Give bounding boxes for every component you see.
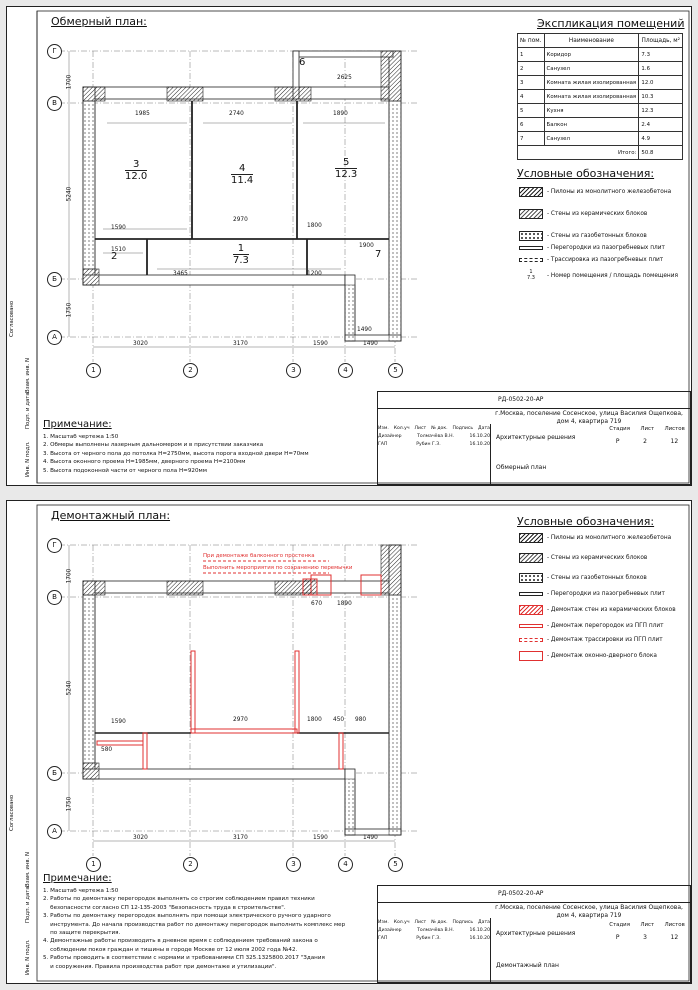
axis-2-marker: 2 — [183, 363, 198, 378]
dim-misc: 1890 — [337, 601, 352, 607]
title-block: РД-0502-20-АР г.Москва, поселение Сосенское, улица Василия Ощепкова, дом 4, квартира 719 Изм. Кол.уч Лист № док. Подпись Дата Дизайнер Толмачёва В.Н. 16.10.20 ГАП Рубин Г.З. 16.10.20 Архитектурные решения Обмерный план Стадия Лист Листов Р 2 12 — [377, 391, 691, 485]
axis-v-marker: В — [47, 590, 62, 605]
dim-misc: 2970 — [233, 217, 248, 223]
dim-misc: 1800 — [307, 223, 322, 229]
side-label: Подп. и дата — [25, 392, 31, 429]
axis-3-marker: 3 — [286, 857, 301, 872]
side-label: Согласовано — [9, 794, 15, 831]
legend-item: - Демонтаж перегородок из ПГП плит — [519, 623, 663, 629]
legend-item: - Перегородки из пазогребневых плит — [519, 245, 665, 251]
room-3-label: 3 12.0 — [125, 159, 148, 182]
legend-item: - Стены из керамических блоков — [519, 553, 647, 563]
side-label: Взам. инв. N — [25, 357, 31, 393]
legend-item: - Стены из газобетонных блоков — [519, 573, 647, 583]
notes-block: Примечание: 1. Масштаб чертежа 1:50 2. Обмеры выполнены лазерным дальномером и в присутствии заказчика 3. Высота от черного пола до потолка H=2750мм, высота порога входной двери H=70мм 4. Высота оконного проема H=1985мм, дверного проема H=2100мм 5. Высота подоконной части от черного пола H=920мм — [43, 419, 309, 474]
dim-bottom: 1590 — [313, 835, 328, 841]
axis-4-marker: 4 — [338, 857, 353, 872]
dim-misc: 1800 — [307, 717, 322, 723]
axis-b-marker: Б — [47, 272, 62, 287]
dim-misc: 450 — [333, 717, 345, 723]
table-row: 5 Кухня 12.3 — [518, 104, 683, 118]
dim-misc: 1900 — [359, 243, 374, 249]
room-2-label: 2 — [111, 251, 118, 262]
side-label: Взам. инв. N — [25, 851, 31, 887]
dim-misc: 1985 — [135, 111, 150, 117]
measurement-plan-sheet — [6, 6, 692, 486]
axis-a-marker: А — [47, 824, 62, 839]
demolition-note: При демонтаже балконного простенка — [203, 553, 315, 559]
legend-item: - Демонтаж стен из керамических блоков — [519, 605, 676, 615]
side-label: Согласовано — [9, 300, 15, 337]
dim-left: 1750 — [66, 796, 73, 812]
dim-misc: 1490 — [357, 327, 372, 333]
dim-misc: 2970 — [233, 717, 248, 723]
dim-bottom: 3020 — [133, 341, 148, 347]
explication-title: Экспликация помещений — [537, 17, 685, 30]
axis-1-marker: 1 — [86, 363, 101, 378]
dim-misc: 2625 — [337, 75, 352, 81]
axis-b-marker: Б — [47, 766, 62, 781]
dim-misc: 3465 — [173, 271, 188, 277]
plan-title: Обмерный план: — [51, 15, 147, 28]
dim-bottom: 3020 — [133, 835, 148, 841]
legend-item: - Пилоны из монолитного железобетона — [519, 187, 671, 197]
legend-item: - Демонтаж трассировки из ПГП плит — [519, 637, 663, 643]
notes-block: Примечание: 1. Масштаб чертежа 1:50 2. Работы по демонтажу перегородок выполнять со строгим соблюдением правил техники безопасности согласно СП 12-135-2003 "Безопасность труда в строительстве". 3. Работы по демонтажу перегородок выполнять при помощи электрического ручного ударного инструмента. До начала производства работ по демонтажу перегородок выполнить комплекс мер по защите перекрытия. 4. Демонтажные работы производить в дневное время с соблюдением требований закона о соблюдении покоя граждан и тишины в городе Москве от 12 июля 2002 года №42. 5. Работы проводить в соответствии с нормами и требованиями СП 325.1325800.2017 "Здания и сооружения. Правила производства работ при демонтаже и утилизации". — [43, 873, 346, 970]
dim-bottom: 1590 — [313, 341, 328, 347]
table-row: 2 Санузел 1.6 — [518, 62, 683, 76]
room-5-label: 5 12.3 — [335, 157, 358, 180]
axis-g-marker: Г — [47, 538, 62, 553]
room-7-label: 7 — [375, 249, 382, 260]
legend-item: - Перегородки из пазогребневых плит — [519, 591, 665, 597]
axis-2-marker: 2 — [183, 857, 198, 872]
dim-misc: 580 — [101, 747, 113, 753]
legend-item: - Пилоны из монолитного железобетона — [519, 533, 671, 543]
axis-v-marker: В — [47, 96, 62, 111]
legend-item: - Трассировка из пазогребневых плит — [519, 257, 663, 263]
title-block: РД-0502-20-АР г.Москва, поселение Сосенское, улица Василия Ощепкова, дом 4, квартира 719 Изм. Кол.уч Лист № док. Подпись Дата Дизайнер Толмачёва В.Н. 16.10.20 ГАП Рубин Г.З. 16.10.20 Архитектурные решения Демонтажный план Стадия Лист Листов Р 3 12 — [377, 885, 691, 983]
table-row: 3 Комната жилая изолированная 12.0 — [518, 76, 683, 90]
axis-g-marker: Г — [47, 44, 62, 59]
side-label: Инв. N подл. — [25, 441, 31, 477]
room-4-label: 4 11.4 — [231, 163, 254, 186]
table-row: 4 Комната жилая изолированная 10.3 — [518, 90, 683, 104]
axis-1-marker: 1 — [86, 857, 101, 872]
legend-item: - Стены из газобетонных блоков — [519, 231, 647, 241]
axis-5-marker: 5 — [388, 363, 403, 378]
axis-a-marker: А — [47, 330, 62, 345]
dim-misc: 1590 — [111, 719, 126, 725]
side-label: Подп. и дата — [25, 886, 31, 923]
dim-misc: 1510 — [111, 247, 126, 253]
dim-left: 5240 — [66, 186, 73, 202]
dim-misc: 670 — [311, 601, 323, 607]
dim-misc: 2740 — [229, 111, 244, 117]
demolition-note: Выполнить мероприятия по сохранению перемычки — [203, 565, 353, 571]
dim-bottom: 1490 — [363, 835, 378, 841]
dim-bottom: 3170 — [233, 341, 248, 347]
table-row: 1 Коридор 7.3 — [518, 48, 683, 62]
axis-4-marker: 4 — [338, 363, 353, 378]
legend-item: - Демонтаж оконно-дверного блока — [519, 651, 657, 661]
dim-misc: 1200 — [307, 271, 322, 277]
dim-misc: 980 — [355, 717, 367, 723]
axis-5-marker: 5 — [388, 857, 403, 872]
dim-left: 1700 — [66, 74, 73, 90]
explication-table: № пом. Наименование Площадь, м² 1 Коридор 7.3 2 Санузел 1.6 3 Комната жилая изолированная 12.0 4 Комната жилая изолированная 10.3 5 Кухня 12.3 6 Балкон 2.4 7 Санузел 4.9 Итого: 50.8 — [517, 33, 683, 160]
table-row: 6 Балкон 2.4 — [518, 118, 683, 132]
dim-left: 1700 — [66, 568, 73, 584]
dim-left: 1750 — [66, 302, 73, 318]
demolition-plan-sheet — [6, 500, 692, 984]
dim-misc: 1890 — [333, 111, 348, 117]
dim-misc: 1590 — [111, 225, 126, 231]
plan-title: Демонтажный план: — [51, 509, 171, 522]
dim-bottom: 3170 — [233, 835, 248, 841]
room-1-label: 1 7.3 — [233, 243, 249, 266]
side-label: Инв. N подл. — [25, 939, 31, 975]
legend-item: 1 7.3 - Номер помещения / площадь помещения — [527, 269, 678, 281]
axis-3-marker: 3 — [286, 363, 301, 378]
dim-left: 5240 — [66, 680, 73, 696]
legend-title: Условные обозначения: — [517, 515, 655, 528]
dim-bottom: 1490 — [363, 341, 378, 347]
legend-item: - Стены из керамических блоков — [519, 209, 647, 219]
table-row: 7 Санузел 4.9 — [518, 132, 683, 146]
room-6-label: 6 — [299, 57, 306, 68]
legend-title: Условные обозначения: — [517, 167, 655, 180]
